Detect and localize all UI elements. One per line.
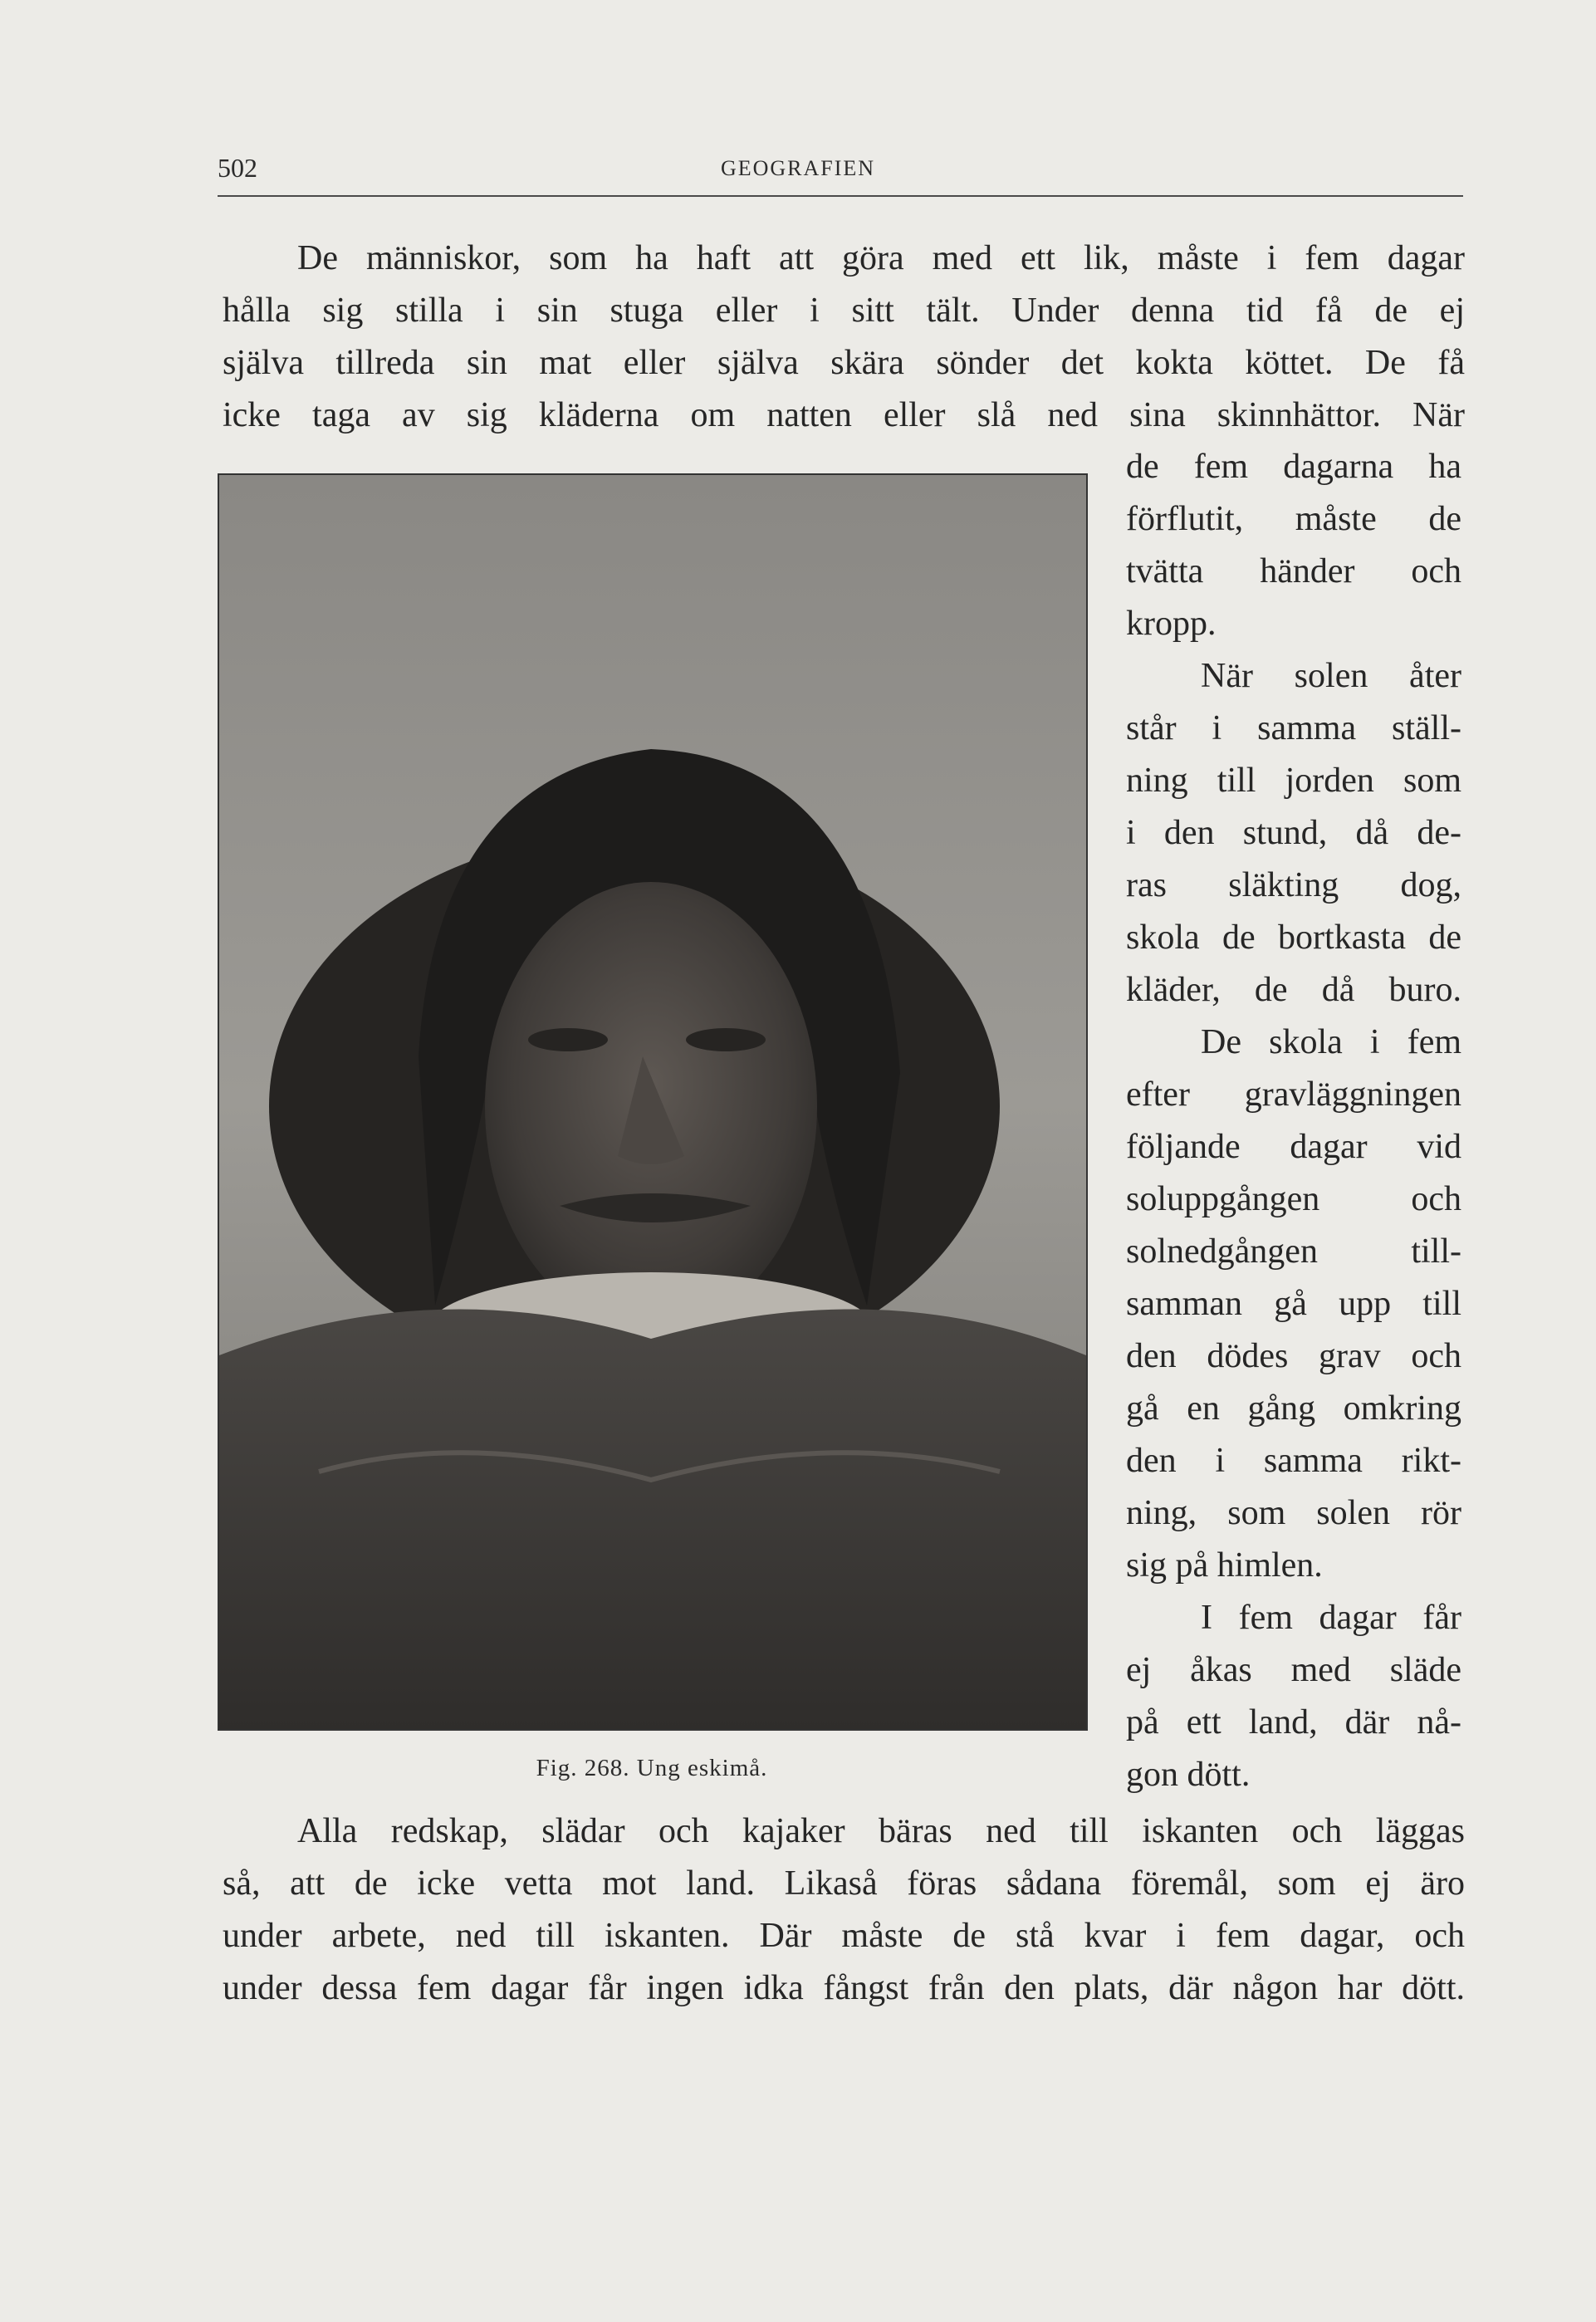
text-line: gå en gång omkring [1126, 1389, 1461, 1428]
text-line: När solen åter [1201, 657, 1461, 695]
text-line: gon dött. [1126, 1756, 1251, 1794]
text-line: De skola i fem [1201, 1023, 1461, 1061]
text-line: icke taga av sig kläderna om natten eller slå ned sina skinnhättor. När [223, 396, 1465, 434]
text-line: de fem dagarna ha [1126, 448, 1461, 486]
text-line: soluppgången och [1126, 1180, 1461, 1218]
text-line: den i samma rikt- [1126, 1442, 1461, 1480]
text-line: hålla sig stilla i sin stuga eller i sitt tält. Under denna tid få de ej [223, 291, 1465, 330]
header-rule [218, 195, 1463, 197]
text-line: står i samma ställ- [1126, 709, 1461, 747]
text-line: ras släkting dog, [1126, 866, 1461, 904]
text-line: Alla redskap, slädar och kajaker bäras ned till iskanten och läggas [297, 1812, 1465, 1850]
text-line: förflutit, måste de [1126, 500, 1461, 538]
text-line: kropp. [1126, 605, 1217, 643]
page-number: 502 [218, 153, 257, 183]
text-line: följande dagar vid [1126, 1128, 1461, 1166]
text-line: samman gå upp till [1126, 1285, 1461, 1323]
text-line: den dödes grav och [1126, 1337, 1461, 1375]
text-line: efter gravläggningen [1126, 1075, 1461, 1114]
text-line: ej åkas med släde [1126, 1651, 1461, 1689]
portrait-photo [218, 473, 1088, 1731]
text-line: under dessa fem dagar får ingen idka fångst från den plats, där någon har dött. [223, 1969, 1465, 2007]
text-line: tvätta händer och [1126, 552, 1461, 590]
text-line: i den stund, då de- [1126, 814, 1461, 852]
text-line: solnedgången till- [1126, 1232, 1461, 1271]
text-line: I fem dagar får [1201, 1599, 1461, 1637]
running-head: GEOGRAFIEN [720, 156, 876, 180]
figure-caption: Fig. 268. Ung eskimå. [536, 1755, 768, 1781]
text-line: på ett land, där nå- [1126, 1703, 1461, 1742]
text-line: under arbete, ned till iskanten. Där måste de stå kvar i fem dagar, och [223, 1917, 1465, 1955]
text-line: De människor, som ha haft att göra med ett lik, måste i fem dagar [297, 239, 1465, 277]
text-line: ning, som solen rör [1126, 1494, 1461, 1532]
text-line: så, att de icke vetta mot land. Likaså föras sådana föremål, som ej äro [223, 1864, 1465, 1903]
text-line: ning till jorden som [1126, 762, 1461, 800]
text-line: skola de bortkasta de [1126, 919, 1461, 957]
text-line: sig på himlen. [1126, 1546, 1323, 1585]
text-line: kläder, de då buro. [1126, 971, 1461, 1009]
text-line: själva tillreda sin mat eller själva skära sönder det kokta köttet. De få [223, 344, 1465, 382]
